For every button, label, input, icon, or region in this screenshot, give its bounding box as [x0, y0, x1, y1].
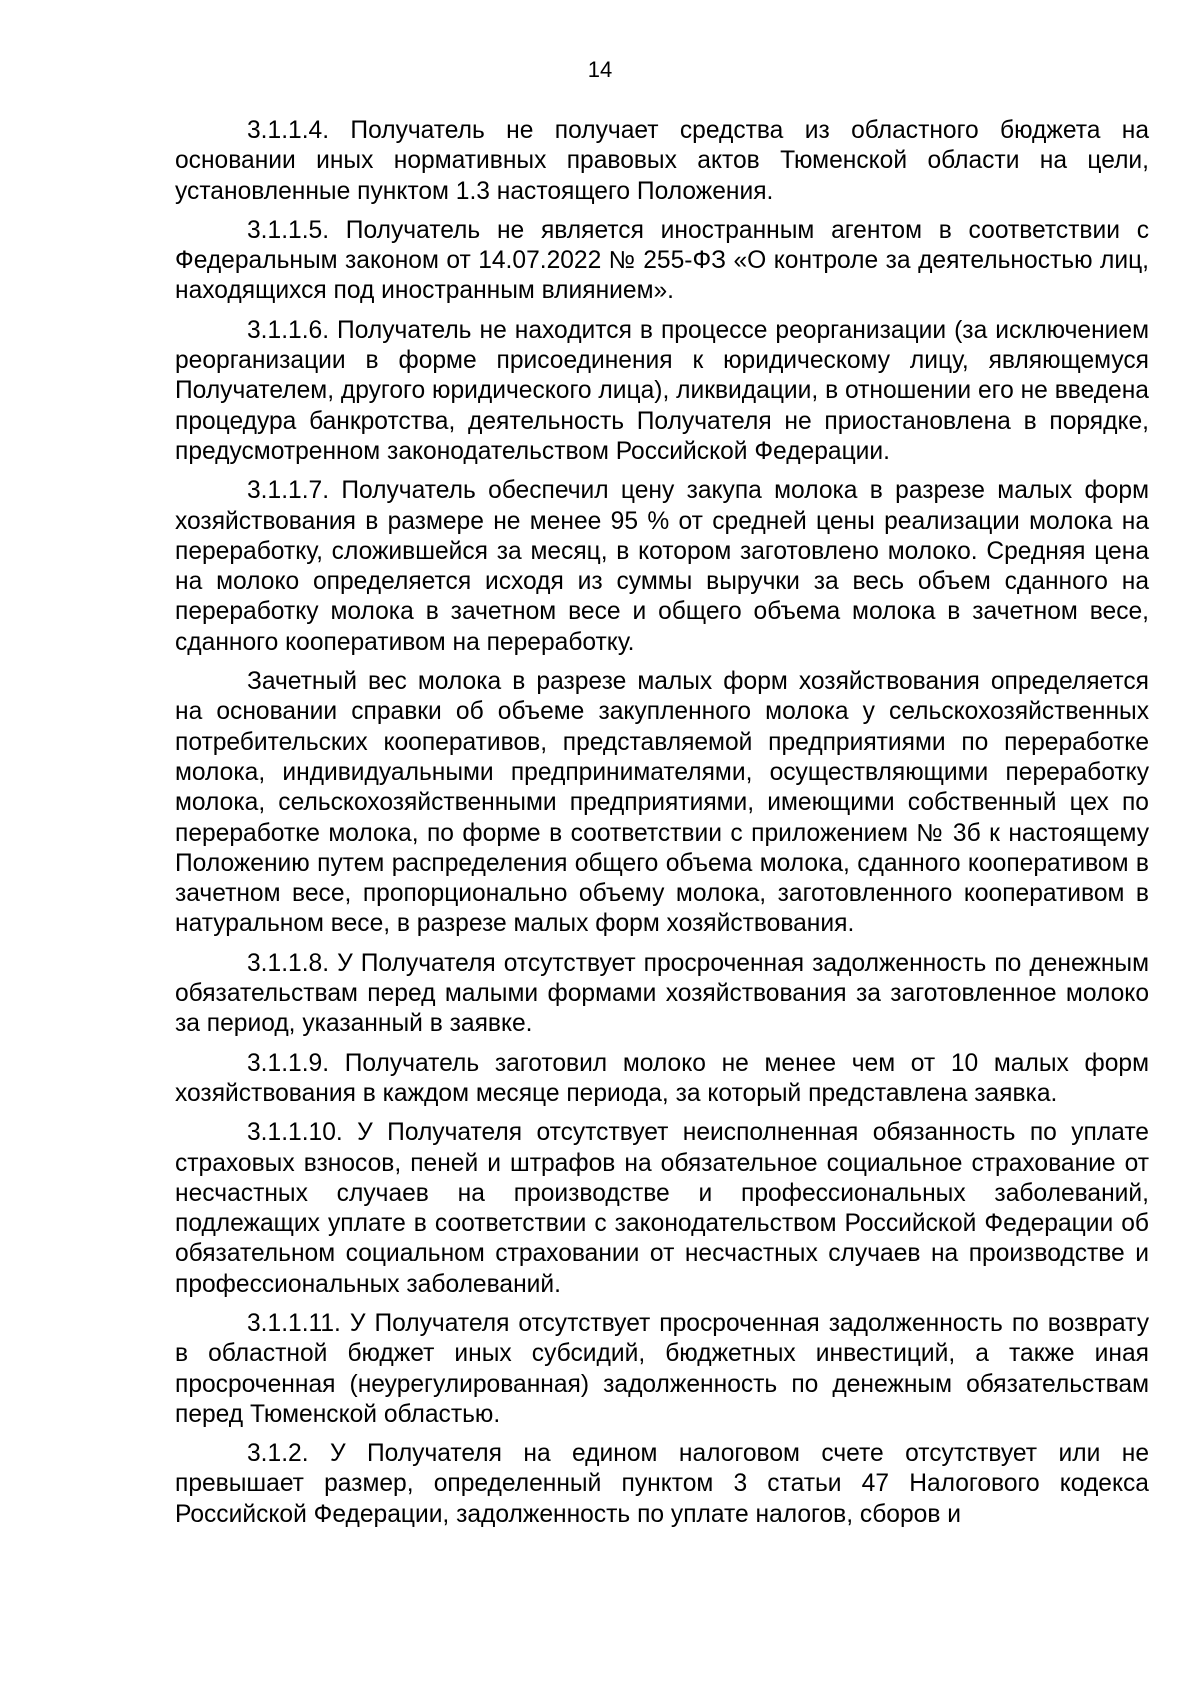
paragraph-3-1-1-5: 3.1.1.5. Получатель не является иностранным агентом в соответствии с Федеральным законом от 14.07.2022 № 255-ФЗ «О контроле за деятельностью лиц, находящихся под иностранным влиянием». [175, 216, 1149, 305]
paragraph-3-1-1-11: 3.1.1.11. У Получателя отсутствует просроченная задолженность по возврату в областной бюджет иных субсидий, бюджетных инвестиций, а также иная просроченная (неурегулированная) задолженность по денежным обязательствам перед Тюменской областью. [175, 1309, 1149, 1428]
paragraph-3-1-1-4: 3.1.1.4. Получатель не получает средства из областного бюджета на основании иных нормативных правовых актов Тюменской области на цели, установленные пунктом 1.3 настоящего Положения. [175, 117, 1149, 205]
paragraph-3-1-1-8: 3.1.1.8. У Получателя отсутствует просроченная задолженность по денежным обязательствам перед малыми формами хозяйствования за заготовленное молоко за период, указанный в заявке. [175, 949, 1149, 1038]
paragraph-3-1-1-7: 3.1.1.7. Получатель обеспечил цену закупа молока в разрезе малых форм хозяйствования в размере не менее 95 % от средней цены реализации молока на переработку, сложившейся за месяц, в котором заготовлено молоко. Средняя цена на молоко определяется исходя из суммы выручки за весь объем сданного на переработку молока в зачетном весе и общего объема молока в зачетном весе, сданного кооперативом на переработку. [175, 477, 1149, 656]
paragraph-milk-weight: Зачетный вес молока в разрезе малых форм хозяйствования определяется на основании справки об объеме закупленного молока у сельскохозяйственных потребительских кооперативов, представляемой предприятиями по переработке молока, индивидуальными предпринимателями, осуществляющими переработку молока, сельскохозяйственными предприятиями, имеющими собственный цех по переработке молока, по форме в соответствии с приложением № 3б к настоящему Положению путем распределения общего объема молока, сданного кооперативом в зачетном весе, пропорционально объему молока, заготовленного кооперативом в натуральном весе, в разрезе малых форм хозяйствования. [175, 668, 1149, 938]
paragraph-3-1-1-10: 3.1.1.10. У Получателя отсутствует неисполненная обязанность по уплате страховых взносов, пеней и штрафов на обязательное социальное страхование от несчастных случаев на производстве и профессиональных заболеваний, подлежащих уплате в соответствии с законодательством Российской Федерации об обязательном социальном страховании от несчастных случаев на производстве и профессиональных заболеваний. [175, 1119, 1149, 1298]
page-number: 14 [587, 57, 613, 82]
paragraph-3-1-2: 3.1.2. У Получателя на едином налоговом счете отсутствует или не превышает размер, определенный пунктом 3 статьи 47 Налогового кодекса Российской Федерации, задолженность по уплате налогов, сборов и [175, 1440, 1149, 1528]
paragraph-3-1-1-9: 3.1.1.9. Получатель заготовил молоко не менее чем от 10 малых форм хозяйствования в каждом месяце периода, за который представлена заявка. [175, 1049, 1149, 1107]
paragraph-3-1-1-6: 3.1.1.6. Получатель не находится в процессе реорганизации (за исключением реорганизации в форме присоединения к юридическому лицу, являющемуся Получателем, другого юридического лица), ликвидации, в отношении его не введена процедура банкротства, деятельность Получателя не приостановлена в порядке, предусмотренном законодательством Российской Федерации. [175, 316, 1149, 465]
document-body [175, 116, 1149, 1539]
